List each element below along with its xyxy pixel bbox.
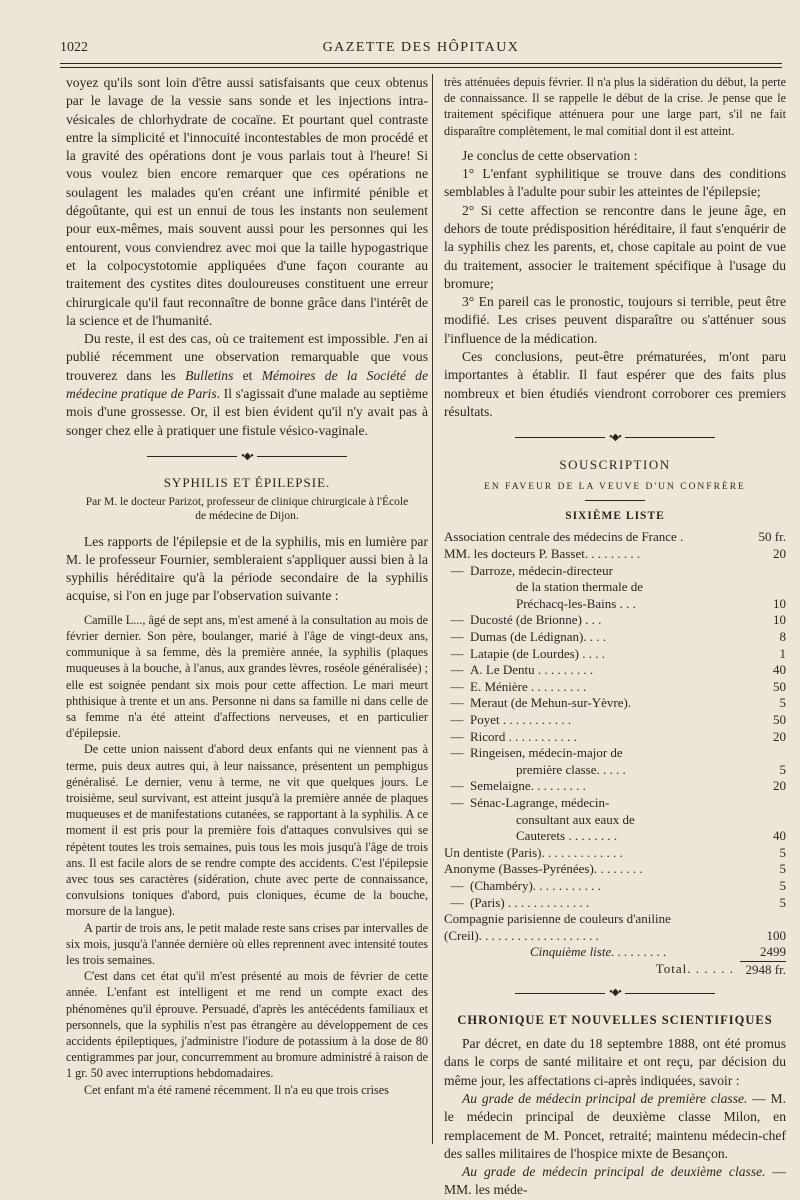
donor-row [444, 911, 786, 928]
donor-name: Ducosté (de Brionne) . . . [470, 612, 602, 628]
donor-row [444, 778, 786, 795]
donor-row [444, 745, 786, 762]
donor-dash [444, 579, 470, 596]
donor-row [444, 679, 786, 696]
paragraph: Les rapports de l'épilepsie et de la syphilis, mis en lumière par M. le professeur Fournier, sembleraient s'appliquer aussi bien à la syphilis héréditaire qu'à la période secondaire de la syphilis acquise, si l'on en juge par l'observation suivante : [66, 533, 428, 604]
donor-name: première classe. . . . . [516, 761, 626, 777]
donor-name: consultant aux eaux de [516, 811, 635, 827]
donor-amount: 40 [773, 828, 786, 844]
donor-dash [444, 812, 470, 829]
list-title: SIXIÈME LISTE [565, 510, 665, 523]
donor-row [444, 729, 786, 746]
donor-name: Ringeisen, médecin-major de [470, 745, 623, 761]
donor-dash: — [450, 877, 464, 893]
donor-name: Cauterets . . . . . . . . [516, 828, 618, 844]
donor-row [444, 845, 786, 862]
donor-row [444, 928, 786, 945]
donor-row [444, 861, 786, 878]
donor-name: E. Ménière . . . . . . . . . [470, 678, 587, 694]
donor-amount: 8 [779, 629, 786, 645]
total-row: Total. . . . . . 2948 fr. [655, 961, 786, 977]
paragraph: 1° L'enfant syphilitique se trouve dans des conditions semblables à l'adulte pour subir les atteintes de l'épilepsie; [444, 166, 786, 200]
article-byline: Par M. le docteur Parizot, professeur de clinique chirurgicale à l'École de médecine de Dijon. [85, 495, 409, 522]
donor-amount: 100 [766, 927, 786, 943]
page-number: 1022 [60, 40, 88, 55]
donor-amount: 5 [779, 894, 786, 910]
donor-dash [444, 596, 470, 613]
separator: •◆• [66, 448, 428, 466]
donor-row [444, 563, 786, 580]
donor-name: de la station thermale de [516, 579, 644, 595]
donor-row [444, 662, 786, 679]
observation-paragraph: très atténuées depuis février. Il n'a plus la sidération du début, la perte de connaissance. Il se rappelle le début de la crise. Je pense que le traitement spécifique atténuera pour une large part, s'il ne fait disparaître complètement, le mal comitial dont il est atteint. [444, 75, 786, 138]
donor-name: Poyet . . . . . . . . . . . [470, 711, 572, 727]
donor-name: MM. les docteurs P. Basset. . . . . . . . . [444, 546, 641, 562]
paragraph: Au grade de médecin principal de première classe. — M. le médecin principal de deuxième classe Milon, en remplacement de M. Poncet, retraité; maintenu médecin-chef des salles militaires de l'hospice mixte de Besançon. [444, 1090, 786, 1161]
paragraph: Je conclus de cette observation : [462, 147, 638, 163]
paragraph: Du reste, il est des cas, où ce traitement est impossible. J'en ai publié récemment une observation remarquable que vous trouverez dans les Bulletins et Mémoires de la Société de médecine pratique de Paris. Il s'agissait d'une malade au septième mois d'une grossesse. Or, il est bien évident qu'il n'y avait pas à songer chez elle à pratiquer une fistule vésico-vaginale. [66, 331, 428, 438]
donor-row [444, 795, 786, 812]
donor-name: Anonyme (Basses-Pyrénées). . . . . . . . [444, 861, 643, 877]
column-divider [432, 74, 433, 1144]
donor-dash: — [450, 794, 464, 810]
donor-row [444, 579, 786, 596]
donor-name: Dumas (de Lédignan). . . . [470, 629, 607, 645]
donor-name: (Creil). . . . . . . . . . . . . . . . . . . [444, 927, 599, 943]
paragraph: voyez qu'ils sont loin d'être aussi satisfaisants que ceux obtenus par le lavage de la vessie sans sonde et les injections intra-vésicales de chlorhydrate de cocaïne. Et pourtant quel contraste entre la simplicité et l'innocuité incontestables de mon procédé et la gravité des opérations dont je vous parlais tout à l'heure! Si vous voulez bien encore remarquer que ces opérations ne soulagent les malades qu'en créant une infirmité pénible et dégoûtante, qui est un ennui de tous les instants non seulement pour eux-mêmes, mais souvent aussi pour les personnes qui les entourent, vous conviendrez avec moi que la taille hypogastrique et la colpocystotomie appliquées d'une façon courante au traitement des cystites dites douloureuses constituent une erreur chirurgicale qu'il faut reconnaître de bonne grâce dans l'intérêt de la science et de l'humanité. [66, 75, 428, 328]
donor-amount [740, 563, 786, 580]
donor-amount: 50 fr. [758, 529, 786, 545]
donor-amount: 50 [773, 678, 786, 694]
donor-name: Compagnie parisienne de couleurs d'aniline [444, 911, 671, 927]
observation-paragraph: C'est dans cet état qu'il m'est présenté au mois de février de cette année. L'enfant est intelligent et me rend un compte exact des phénomènes qu'il éprouve. Persuadé, d'après les antécédents familiaux et personnels, que la syphilis n'est pas étrangère au développement de ces accidents épileptiques, j'administre l'iodure de potassium à la dose de 80 centigrammes par jour, concurremment au bromure administré à raison de 1 gr. 50 avec interruptions hebdomadaires. [66, 969, 428, 1081]
donor-name: Préchacq-les-Bains . . . [516, 595, 636, 611]
donor-name: (Chambéry). . . . . . . . . . . [470, 877, 602, 893]
donor-dash: — [450, 629, 464, 645]
donor-amount [740, 745, 786, 762]
paragraph: Au grade de médecin principal de deuxième classe. — MM. les méde- [444, 1164, 786, 1198]
observation-paragraph: A partir de trois ans, le petit malade reste sans crises par intervalles de six mois, jusqu'à l'année dernière où elles reprennent avec intensité toutes les trois semaines. [66, 920, 428, 967]
paragraph: Ces conclusions, peut-être prématurées, m'ont paru importantes à établir. Il faut espérer que des faits plus nombreux et bien étudiés viendront corroborer ces premiers résultats. [444, 349, 786, 419]
right-column [444, 74, 786, 1200]
donor-amount: 5 [779, 695, 786, 711]
donor-row [444, 529, 786, 546]
donor-amount: 20 [773, 778, 786, 794]
donor-amount: 5 [779, 877, 786, 893]
donor-row [444, 812, 786, 829]
donor-dash: — [450, 728, 464, 744]
donor-dash: — [450, 612, 464, 628]
donor-dash: — [450, 711, 464, 727]
donor-amount: 20 [773, 728, 786, 744]
donor-dash [444, 762, 470, 779]
donor-name: (Paris) . . . . . . . . . . . . . [470, 894, 590, 910]
donor-amount: 5 [779, 761, 786, 777]
page-header [60, 38, 782, 60]
donor-row [444, 695, 786, 712]
donor-row [444, 596, 786, 613]
donor-row [444, 712, 786, 729]
observation-paragraph: Camille L..., âgé de sept ans, m'est amené à la consultation au mois de février dernier. Son père, boulanger, marié à l'âge de vingt-deux ans, communique à sa femme, dès la première année, la syphilis (plaques muqueuses à la bouche, à l'anus, aux grandes lèvres, roséole généralisée) ; elle est soignée pendant six mois pour cette affection. Le mari meurt phthisique à trente et un ans. Personne ni dans sa famille ni dans celle de sa femme n'a été atteint d'affections nerveuses, et en particulier d'épilepsie. [66, 612, 428, 741]
donor-name: Ricord . . . . . . . . . . . [470, 728, 577, 744]
article-title: SYPHILIS ET ÉPILEPSIE. [163, 475, 331, 491]
donor-dash: — [450, 695, 464, 711]
paragraph: Par décret, en date du 18 septembre 1888, ont été promus dans le corps de santé militaire et ont reçu, par décision du même jour, les affectations ci-après indiquées, savoir : [444, 1036, 786, 1088]
observation-paragraph: Cet enfant m'a été ramené récemment. Il n'a eu que trois crises [84, 1082, 389, 1097]
donor-dash [444, 828, 470, 845]
chronicle-title: CHRONIQUE ET NOUVELLES SCIENTIFIQUES [457, 1012, 773, 1027]
paragraph: 2° Si cette affection se rencontre dans le jeune âge, en dehors de toute prédisposition héréditaire, il faut s'enquérir de la syphilis chez les parents, et, chose capitale au point de vue du traitement, associer le traitement spécifique à l'usage du bromure; [444, 202, 786, 291]
donor-dash: — [450, 645, 464, 661]
donor-name: Darroze, médecin-directeur [470, 562, 613, 578]
donor-row [444, 612, 786, 629]
donor-table [444, 529, 786, 978]
donor-amount: 5 [779, 844, 786, 860]
donor-amount [740, 795, 786, 812]
donor-amount: 5 [779, 861, 786, 877]
donor-amount: 50 [773, 711, 786, 727]
header-rule-bottom [60, 67, 782, 68]
donor-amount: 40 [773, 662, 786, 678]
donor-amount: 10 [773, 612, 786, 628]
left-column [66, 74, 428, 1098]
subscription-subtitle: EN FAVEUR DE LA VEUVE D'UN CONFRÈRE [484, 481, 746, 492]
donor-dash: — [450, 562, 464, 578]
donor-name: Semelaigne. . . . . . . . . [470, 778, 586, 794]
donor-name: A. Le Dentu . . . . . . . . . [470, 662, 594, 678]
journal-title: GAZETTE DES HÔPITAUX [322, 40, 520, 55]
donor-name: Un dentiste (Paris). . . . . . . . . . . . . [444, 844, 623, 860]
donor-name: Sénac-Lagrange, médecin- [470, 794, 610, 810]
donor-dash: — [450, 894, 464, 910]
separator: •◆• [444, 984, 786, 1002]
donor-amount: 1 [779, 645, 786, 661]
donor-amount [740, 579, 786, 596]
donor-row [444, 878, 786, 895]
fifth-list-row: Cinquième liste. . . . . . . . . 2499 [530, 944, 786, 960]
donor-row [444, 546, 786, 563]
donor-amount: 10 [773, 595, 786, 611]
donor-dash: — [450, 778, 464, 794]
donor-row [444, 762, 786, 779]
donor-row [444, 629, 786, 646]
separator: •◆• [444, 429, 786, 447]
donor-name: Meraut (de Mehun-sur-Yèvre). [470, 695, 632, 711]
donor-amount [740, 911, 786, 928]
subscription-title: SOUSCRIPTION [559, 456, 671, 472]
paragraph: 3° En pareil cas le pronostic, toujours si terrible, peut être modifié. Les crises peuvent disparaître ou s'atténuer sous l'influence de la médication. [444, 294, 786, 346]
donor-row [444, 828, 786, 845]
donor-dash: — [450, 662, 464, 678]
donor-amount [740, 812, 786, 829]
observation-paragraph: De cette union naissent d'abord deux enfants qui ne viennent pas à terme, puis deux autres qui, à leur naissance, présentent un pemphigus généralisé. Le dernier, venu à terme, ne vit que quelques jours. Le troisième, seul survivant, est atteint jusqu'à la première année de plaques muqueuses et de manifestations cutanées, se rapportant à la syphilis. A ce moment il est pris pour la première fois d'attaques convulsives qui se répètent toutes les trois semaines, puis tous les mois jusqu'à l'âge de trois ans. Il est facile alors de se rendre compte des accidents. C'est l'épilepsie avec tous ses caractères (sidération, chute avec perte de connaissance, convulsions toniques d'abord, puis cloniques, écume de la bouche, morsure de la langue). [66, 742, 428, 919]
donor-amount: 20 [773, 546, 786, 562]
donor-name: Latapie (de Lourdes) . . . . [470, 645, 606, 661]
donor-name: Association centrale des médecins de France . [444, 529, 684, 545]
donor-row [444, 646, 786, 663]
donor-dash: — [450, 678, 464, 694]
short-rule [585, 500, 645, 501]
donor-dash: — [450, 745, 464, 761]
donor-row [444, 895, 786, 912]
header-rule-top [60, 63, 782, 64]
